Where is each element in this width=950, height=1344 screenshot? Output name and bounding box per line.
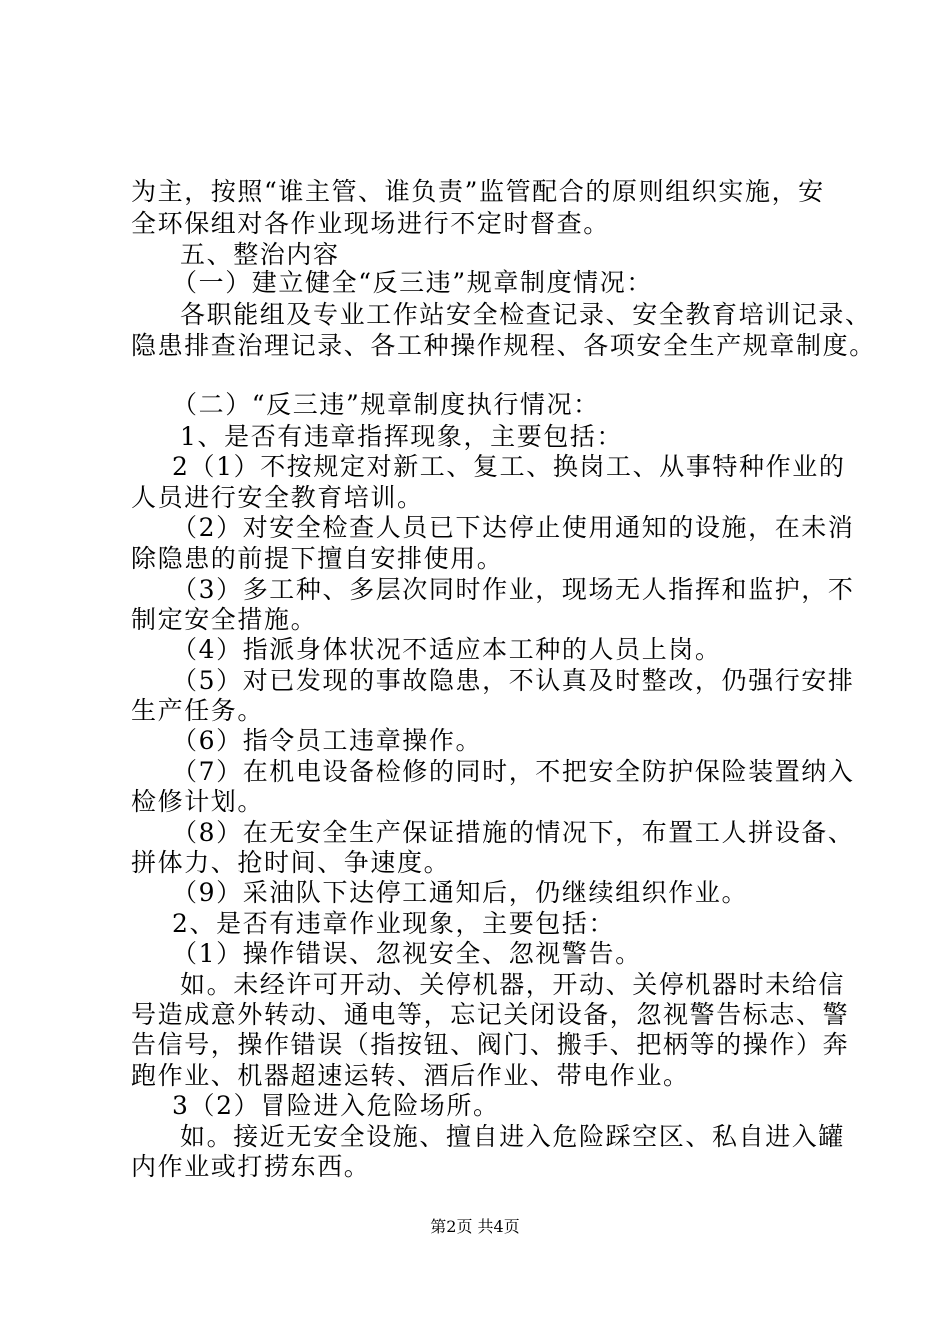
text-line: （9）采油队下达停工通知后，仍继续组织作业。 [172, 878, 749, 907]
text-line: 全环保组对各作业现场进行不定时督查。 [131, 209, 610, 238]
page-footer: 第2页 共4页 [430, 1217, 520, 1236]
text-line: 2（1）不按规定对新工、复工、换岗工、从事特种作业的 [172, 452, 846, 481]
text-line: 2、是否有违章作业现象，主要包括： [172, 909, 616, 938]
subsection-heading: （一）建立健全“反三违”规章制度情况： [172, 268, 653, 297]
text-line: 跑作业、机器超速运转、酒后作业、带电作业。 [131, 1061, 690, 1090]
text-line: 如。接近无安全设施、擅自进入危险踩空区、私自进入罐 [180, 1122, 846, 1151]
text-line: 除隐患的前提下擅自安排使用。 [131, 544, 504, 573]
text-line: （5）对已发现的事故隐患，不认真及时整改，仍强行安排 [172, 666, 855, 695]
text-line: （2）对安全检查人员已下达停止使用通知的设施，在未消 [172, 513, 855, 542]
text-line: 检修计划。 [131, 787, 265, 816]
text-line: 拼体力、抢时间、争速度。 [131, 848, 451, 877]
text-line: 隐患排查治理记录、各工种操作规程、各项安全生产规章制度。 [131, 331, 876, 360]
subsection-heading: （二）“反三违”规章制度执行情况： [172, 390, 600, 419]
text-line: （1）操作错误、忽视安全、忽视警告。 [172, 939, 642, 968]
text-line: 生产任务。 [131, 696, 265, 725]
section-heading: 五、整治内容 [180, 240, 340, 269]
text-line: （3）多工种、多层次同时作业，现场无人指挥和监护，不 [172, 575, 855, 604]
text-line: 1、是否有违章指挥现象，主要包括： [180, 422, 624, 451]
text-line: （6）指令员工违章操作。 [172, 726, 483, 755]
text-line: 如。未经许可开动、关停机器，开动、关停机器时未给信 [180, 970, 846, 999]
text-line: （7）在机电设备检修的同时，不把安全防护保险装置纳入 [172, 757, 855, 786]
text-line: 号造成意外转动、通电等，忘记关闭设备，忽视警告标志、警 [131, 1000, 850, 1029]
text-line: 为主，按照“谁主管、谁负责”监管配合的原则组织实施，安 [131, 177, 825, 206]
text-line: 内作业或打捞东西。 [131, 1152, 371, 1181]
text-line: （8）在无安全生产保证措施的情况下，布置工人拼设备、 [172, 818, 855, 847]
text-line: 人员进行安全教育培训。 [131, 483, 424, 512]
text-line: 各职能组及专业工作站安全检查记录、安全教育培训记录、 [180, 300, 872, 329]
text-line: （4）指派身体状况不适应本工种的人员上岗。 [172, 635, 722, 664]
text-line: 3（2）冒险进入危险场所。 [172, 1091, 500, 1120]
text-line: 制定安全措施。 [131, 605, 318, 634]
text-line: 告信号，操作错误（指按钮、阀门、搬手、把柄等的操作）奔 [131, 1030, 850, 1059]
